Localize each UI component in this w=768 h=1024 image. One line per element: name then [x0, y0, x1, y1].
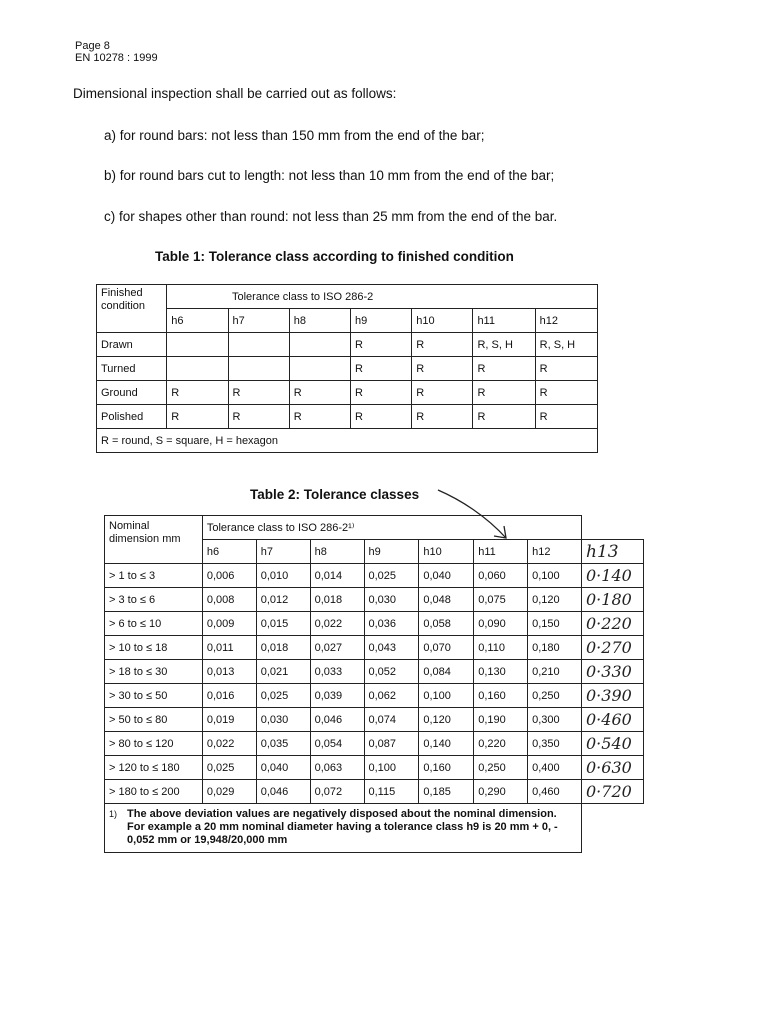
table-cell: 0,019	[202, 708, 256, 732]
table-cell: R	[228, 405, 289, 429]
table-cell: 0,250	[528, 684, 582, 708]
table2-col-header: h9	[364, 540, 419, 564]
row-label: > 6 to ≤ 10	[105, 612, 203, 636]
table-cell: 0,100	[419, 684, 474, 708]
table-cell: 0,075	[474, 588, 528, 612]
table-row	[105, 660, 644, 684]
handwritten-value: 0·460	[582, 708, 644, 732]
table-cell: 0,025	[364, 564, 419, 588]
table-cell: 0,015	[256, 612, 310, 636]
intro-text: Dimensional inspection shall be carried out as follows:	[73, 86, 397, 101]
table-cell: R, S, H	[473, 333, 535, 357]
row-label: > 10 to ≤ 18	[105, 636, 203, 660]
table-cell: 0,190	[474, 708, 528, 732]
table-cell: R	[473, 357, 535, 381]
table-cell: 0,039	[310, 684, 364, 708]
handwritten-value: 0·270	[582, 636, 644, 660]
handwritten-value: 0·390	[582, 684, 644, 708]
table-cell: 0,008	[202, 588, 256, 612]
table-cell: 0,180	[528, 636, 582, 660]
table-cell: 0,250	[474, 756, 528, 780]
table2-corner: Nominal dimension mm	[105, 516, 203, 564]
table1-col-header: h9	[350, 309, 411, 333]
row-label: > 180 to ≤ 200	[105, 780, 203, 804]
table2	[104, 515, 644, 853]
table2-col-header: h10	[419, 540, 474, 564]
table-cell: 0,040	[419, 564, 474, 588]
table-cell	[289, 357, 350, 381]
table1-corner: Finished condition	[97, 285, 167, 333]
table2-col-header: h6	[202, 540, 256, 564]
table-cell: R	[412, 357, 473, 381]
row-label: Turned	[97, 357, 167, 381]
page-number: Page 8	[75, 40, 110, 52]
table-cell: R	[473, 405, 535, 429]
handwritten-value: 0·140	[582, 564, 644, 588]
table-cell: R	[350, 381, 411, 405]
table-cell: 0,030	[256, 708, 310, 732]
table-cell: R	[535, 357, 597, 381]
table-cell: R	[167, 405, 228, 429]
table-cell: 0,120	[419, 708, 474, 732]
table2-title: Table 2: Tolerance classes	[250, 487, 420, 502]
table-row	[105, 732, 644, 756]
table2-group-header: Tolerance class to ISO 286-2¹⁾	[202, 516, 581, 540]
table-cell: 0,087	[364, 732, 419, 756]
table2-col-header: h12	[528, 540, 582, 564]
table-cell: 0,016	[202, 684, 256, 708]
table-cell: 0,011	[202, 636, 256, 660]
row-label: Ground	[97, 381, 167, 405]
table-cell: R	[412, 333, 473, 357]
handwritten-value: 0·220	[582, 612, 644, 636]
table1-col-header: h8	[289, 309, 350, 333]
row-label: > 30 to ≤ 50	[105, 684, 203, 708]
table-cell: 0,090	[474, 612, 528, 636]
table-cell: 0,063	[310, 756, 364, 780]
table-row	[97, 381, 598, 405]
table-cell: 0,058	[419, 612, 474, 636]
table-cell: 0,018	[256, 636, 310, 660]
handwritten-value: 0·540	[582, 732, 644, 756]
table-cell: 0,006	[202, 564, 256, 588]
table-cell: 0,022	[310, 612, 364, 636]
table-row	[97, 405, 598, 429]
table-cell: 0,110	[474, 636, 528, 660]
table-cell: 0,027	[310, 636, 364, 660]
row-label: Polished	[97, 405, 167, 429]
table-cell: 0,160	[419, 756, 474, 780]
table-cell: 0,052	[364, 660, 419, 684]
row-label: > 1 to ≤ 3	[105, 564, 203, 588]
table-cell: R	[167, 381, 228, 405]
table2-col-header: h8	[310, 540, 364, 564]
table1-col-header: h11	[473, 309, 535, 333]
table-cell: 0,030	[364, 588, 419, 612]
table-cell	[228, 333, 289, 357]
table-cell: 0,115	[364, 780, 419, 804]
table-row	[105, 708, 644, 732]
table2-col-header: h11	[474, 540, 528, 564]
table-cell: 0,100	[364, 756, 419, 780]
footnote-mark: 1)	[109, 809, 118, 819]
table-cell: 0,035	[256, 732, 310, 756]
table-cell: 0,220	[474, 732, 528, 756]
table-cell: 0,084	[419, 660, 474, 684]
table-cell: 0,018	[310, 588, 364, 612]
table-cell: R	[350, 357, 411, 381]
table-cell	[167, 357, 228, 381]
table-cell: R	[289, 381, 350, 405]
table-cell: 0,100	[528, 564, 582, 588]
table-cell: R	[412, 405, 473, 429]
table-cell	[228, 357, 289, 381]
table-cell: R	[350, 405, 411, 429]
table-cell: 0,048	[419, 588, 474, 612]
table-cell: 0,012	[256, 588, 310, 612]
table-cell: 0,120	[528, 588, 582, 612]
table-cell: 0,046	[256, 780, 310, 804]
table-cell: 0,160	[474, 684, 528, 708]
table-cell	[167, 333, 228, 357]
table1-col-header: h6	[167, 309, 228, 333]
table-cell: 0,140	[419, 732, 474, 756]
table1-col-header: h7	[228, 309, 289, 333]
handwritten-value: 0·180	[582, 588, 644, 612]
item-a: a) for round bars: not less than 150 mm from the end of the bar;	[104, 128, 485, 143]
table2-footnote-cell	[105, 804, 582, 853]
table-cell: 0,054	[310, 732, 364, 756]
table1-col-header: h10	[412, 309, 473, 333]
row-label: > 120 to ≤ 180	[105, 756, 203, 780]
table-row	[105, 612, 644, 636]
table-cell: R	[473, 381, 535, 405]
table-cell: R	[350, 333, 411, 357]
table-cell: 0,062	[364, 684, 419, 708]
table2-footnote: The above deviation values are negatively disposed about the nominal dimension. For example a 20 mm nominal diameter having a tolerance class h9 is 20 mm + 0, - 0,052 mm or 19,948/20,000 mm	[127, 808, 558, 846]
table-row	[97, 333, 598, 357]
item-c: c) for shapes other than round: not less than 25 mm from the end of the bar.	[104, 209, 558, 224]
table-cell: R	[412, 381, 473, 405]
handwritten-value: 0·330	[582, 660, 644, 684]
table-cell: 0,021	[256, 660, 310, 684]
table-cell: 0,074	[364, 708, 419, 732]
table-cell: 0,025	[256, 684, 310, 708]
table-cell: 0,040	[256, 756, 310, 780]
table-cell: R, S, H	[535, 333, 597, 357]
table-row	[97, 357, 598, 381]
handwritten-col-header: h13	[582, 540, 644, 564]
table-cell: 0,072	[310, 780, 364, 804]
table-cell: 0,070	[419, 636, 474, 660]
table-cell: 0,060	[474, 564, 528, 588]
table-cell: 0,033	[310, 660, 364, 684]
table-cell: 0,009	[202, 612, 256, 636]
table1-group-header: Tolerance class to ISO 286-2	[228, 285, 598, 309]
table-cell: R	[289, 405, 350, 429]
table-cell: 0,036	[364, 612, 419, 636]
table-cell: 0,185	[419, 780, 474, 804]
table-row	[105, 780, 644, 804]
table-cell: 0,350	[528, 732, 582, 756]
table-cell: 0,010	[256, 564, 310, 588]
row-label: > 80 to ≤ 120	[105, 732, 203, 756]
table-cell	[289, 333, 350, 357]
table-cell: R	[228, 381, 289, 405]
table-row	[105, 684, 644, 708]
row-label: > 50 to ≤ 80	[105, 708, 203, 732]
table1	[96, 284, 598, 453]
table-row	[105, 588, 644, 612]
table1-col-header: h12	[535, 309, 597, 333]
table-cell: R	[535, 381, 597, 405]
table-cell: 0,150	[528, 612, 582, 636]
table-cell: 0,014	[310, 564, 364, 588]
table-cell: 0,210	[528, 660, 582, 684]
row-label: > 18 to ≤ 30	[105, 660, 203, 684]
table-cell: 0,130	[474, 660, 528, 684]
table-row	[105, 756, 644, 780]
table-cell: 0,043	[364, 636, 419, 660]
table-cell: 0,013	[202, 660, 256, 684]
table1-note: R = round, S = square, H = hexagon	[97, 429, 598, 453]
table2-col-header: h7	[256, 540, 310, 564]
table-cell: 0,046	[310, 708, 364, 732]
table-row	[105, 636, 644, 660]
table-cell: 0,290	[474, 780, 528, 804]
table-cell: 0,460	[528, 780, 582, 804]
item-b: b) for round bars cut to length: not less than 10 mm from the end of the bar;	[104, 168, 555, 183]
table-row	[105, 564, 644, 588]
document-id: EN 10278 : 1999	[75, 52, 158, 64]
handwritten-value: 0·720	[582, 780, 644, 804]
row-label: > 3 to ≤ 6	[105, 588, 203, 612]
table-cell: 0,022	[202, 732, 256, 756]
table-cell: 0,029	[202, 780, 256, 804]
table-cell: 0,025	[202, 756, 256, 780]
table-cell: 0,400	[528, 756, 582, 780]
table-cell: 0,300	[528, 708, 582, 732]
handwritten-value: 0·630	[582, 756, 644, 780]
table-cell: R	[535, 405, 597, 429]
row-label: Drawn	[97, 333, 167, 357]
table1-title: Table 1: Tolerance class according to finished condition	[155, 249, 514, 264]
